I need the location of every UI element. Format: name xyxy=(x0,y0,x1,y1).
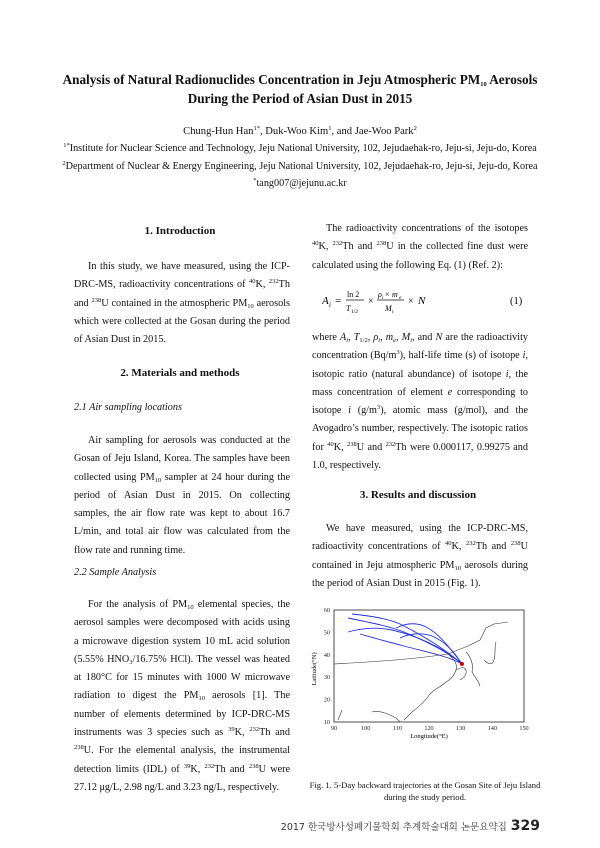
paper-title: Analysis of Natural Radionuclides Concentration in Jeju Atmospheric $PM_{10}$ Aerosols During the Period of Asian Dust in 2015 xyxy=(62,72,538,106)
y-tick-label: 40 xyxy=(323,651,330,659)
svg-text:m: m xyxy=(392,290,398,299)
map-frame xyxy=(334,610,524,722)
footer-text: 2017 한국방사성폐기물학회 추계학술대회 논문요약집 xyxy=(280,822,507,833)
svg-text:ρ: ρ xyxy=(378,290,382,299)
svg-text:M: M xyxy=(385,304,392,313)
introduction-text: In this study, we have measured, using the ICP-DRC-MS, radioactivity concentrations of $^{40}$K, $^{232}$Th and $^{238}$U contained in the atmospheric $PM_{10}$ aerosols which were collected at the Gosan during the period of Asian Dust in 2015. xyxy=(74,261,290,346)
y-tick-label: 50 xyxy=(323,629,330,637)
x-axis-label: Longitude(°E) xyxy=(410,733,448,740)
page-number: 329 xyxy=(510,818,540,834)
results-text: We have measured, using the ICP-DRC-MS, radioactivity concentrations of $^{40}$K, $^{232}$Th and $^{238}$U contained in Jeju atmospheric $PM_{10}$ aerosols during the period of Asian Dust in 2015 (Fig. 1). xyxy=(312,523,529,589)
page-footer xyxy=(281,818,540,834)
x-tick-label: 150 xyxy=(519,725,529,732)
air-sampling-text: Air sampling for aerosols was conducted at the Gosan of Jeju Island, Korea. The samples have been collected using $PM_{10}$ sampler at 24 hour during the period of Asian Dust in 2015. On collecting samples, the air flow rate was kept to about 16.7 L/min, and total air flow was calculated from the flow rate and running time. xyxy=(74,435,290,556)
x-tick-label: 110 xyxy=(392,725,402,732)
section-methods-heading: 2. Materials and methods xyxy=(120,367,240,379)
y-tick-label: 10 xyxy=(323,719,330,726)
section-results-heading: 3. Results and discussion xyxy=(359,489,477,501)
affiliation-2: $^2$Department of Nuclear & Energy Engineering, Jeju National University, 102, Jejudaehak-ro, Jeju-si, Jeju-do, Korea xyxy=(62,160,538,172)
y-tick-label: 60 xyxy=(323,607,330,614)
svg-text:i: i xyxy=(382,295,384,301)
equation-1 xyxy=(322,286,530,316)
svg-text:N: N xyxy=(418,295,426,307)
equation-number: (1) xyxy=(510,296,523,307)
svg-text:A: A xyxy=(322,295,329,307)
author-email: *tang007@jejunu.ac.kr xyxy=(253,177,347,189)
svg-text:T: T xyxy=(346,304,351,313)
x-tick-label: 120 xyxy=(424,725,434,732)
author-list: Chung-Hun Han$^{1*}$, Duk-Woo Kim$^1$, and Jae-Woo Park$^2$ xyxy=(183,125,417,137)
svg-text:×: × xyxy=(385,290,390,299)
svg-text:i: i xyxy=(392,309,394,315)
section-introduction-heading: 1. Introduction xyxy=(144,225,216,237)
svg-text:1/2: 1/2 xyxy=(351,309,359,315)
y-tick-label: 30 xyxy=(323,674,330,682)
x-tick-label: 130 xyxy=(456,725,466,732)
eq-intro-text: The radioactivity concentrations of the isotopes $^{40}$K, $^{232}$Th and $^{238}$U in the collected fine dust were calculated using the following Eq. (1) (Ref. 2): xyxy=(312,223,529,271)
trajectory-map xyxy=(308,602,533,770)
svg-text:i: i xyxy=(329,301,331,309)
trajectory-figure xyxy=(308,602,533,770)
x-tick-label: 140 xyxy=(487,725,497,732)
svg-text:e: e xyxy=(399,295,402,301)
figure-caption: Fig. 1. 5-Day backward trajectories at the Gosan Site of Jeju Island during the study period. xyxy=(309,780,541,802)
x-tick-label: 100 xyxy=(361,725,371,732)
svg-text:ln 2: ln 2 xyxy=(347,290,360,299)
svg-text:×: × xyxy=(408,296,414,307)
sample-analysis-text: For the analysis of $PM_{10}$ elemental species, the aerosol samples were decomposed with acids using a microwave digestion system 10 mL acid solution (5.55% $HNO_3/16.75\%$ HCl). The vessel was heated at 180°C for 15 minutes with 1000 W microwave radiation to digest the $PM_{10}$ aerosols [1]. The number of elements determined by ICP-DRC-MS instruments was 3 species such as $^{39}$K, $^{232}$Th and $^{238}$U. For the elemental analysis, the instrumental detection limits (IDL) of $^{39}$K, $^{232}$Th and $^{238}$U were 27.12 μg/L, 2.98 ng/L and 3.23 ng/L, respectively. xyxy=(74,599,291,793)
y-tick-label: 20 xyxy=(323,696,330,704)
subsection-sample-analysis: 2.2 Sample Analysis xyxy=(74,567,157,578)
svg-text:=: = xyxy=(335,295,342,307)
y-axis-label: Latitude(°N) xyxy=(311,652,318,686)
equation-formula xyxy=(322,286,530,316)
gosan-site-marker xyxy=(460,662,464,666)
subsection-air-sampling: 2.1 Air sampling locations xyxy=(74,402,182,413)
x-tick-label: 90 xyxy=(330,725,338,732)
affiliation-1: $^{1*}$Institute for Nuclear Science and Technology, Jeju National University, 102, Jejudaehak-ro, Jeju-si, Jeju-do, Korea xyxy=(63,142,537,154)
eq-definition-text: where $A_i$, $T_{1/2}$, $\rho_i$, $m_e$, $M_i$, and N are the radioactivity concentration $(Bq/m^3)$, half-life time (s) of isotope i, isotopic ratio (natural abundance) of isotope i, the mass concentration of element e corresponding to isotope i $(g/m^3)$, atomic mass (g/mol), and the Avogadro’s number, respectively. The isotopic ratios for $^{40}$K, $^{238}$U and $^{232}$Th were 0.000117, 0.99275 and 1.0, respectively. xyxy=(312,332,529,472)
svg-text:×: × xyxy=(368,296,374,307)
